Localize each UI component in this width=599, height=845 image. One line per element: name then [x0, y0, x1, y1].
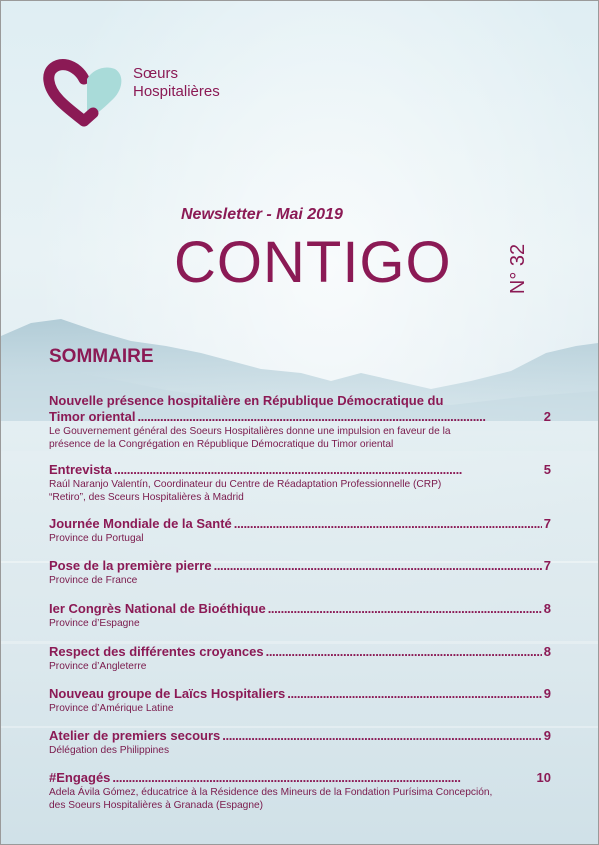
toc-entry-description: “Retiro”, des Sceurs Hospitalières à Madrid [49, 492, 244, 503]
toc-entry[interactable] [49, 393, 551, 451]
toc-dot-leader [214, 558, 542, 574]
toc-entry-title: Respect des différentes croyances [49, 644, 264, 659]
toc-entry[interactable] [49, 728, 551, 757]
toc-entry[interactable] [49, 558, 551, 587]
toc-entry[interactable] [49, 770, 551, 812]
toc-entry-heading [49, 728, 551, 744]
toc-page-number: 8 [543, 601, 551, 616]
heart-hands-logo-icon [41, 59, 127, 127]
issue-number: N° 32 [507, 243, 529, 295]
toc-entry-heading [49, 462, 551, 478]
toc-entry-title: #Engagés [49, 770, 111, 785]
toc-entry-heading [49, 409, 551, 425]
toc-dot-leader [287, 686, 542, 702]
toc-entry-description: Délégation des Philippines [49, 745, 170, 756]
sommaire-heading: SOMMAIRE [49, 346, 154, 367]
toc-entry-title: Timor oriental [49, 409, 136, 424]
toc-entry-title: Atelier de premiers secours [49, 728, 221, 743]
toc-entry-description: Province d’Espagne [49, 618, 140, 629]
toc-entry-heading [49, 644, 551, 660]
toc-entry[interactable] [49, 462, 551, 504]
toc-dot-leader [137, 409, 541, 425]
toc-entry-heading [49, 686, 551, 702]
toc-entry-description: Adela Ávila Gómez, éducatrice à la Résidence des Mineurs de la Fondation Purísima Concepción, [49, 787, 493, 798]
toc-entry-description: Province du Portugal [49, 533, 144, 544]
toc-entry-description: présence de la Congrégation en République Démocratique du Timor oriental [49, 439, 394, 450]
toc-entry-title: Nouveau groupe de Laïcs Hospitaliers [49, 686, 286, 701]
toc-entry-heading [49, 770, 551, 786]
newsletter-date: Newsletter - Mai 2019 [181, 206, 343, 223]
toc-page-number: 2 [543, 409, 551, 424]
toc-entry[interactable] [49, 516, 551, 545]
toc-page-number: 5 [543, 462, 551, 477]
page-title: CONTIGO [174, 230, 452, 295]
toc-entry[interactable] [49, 686, 551, 715]
toc-entry[interactable] [49, 644, 551, 673]
toc-entry-title: Entrevista [49, 462, 112, 477]
toc-dot-leader [234, 516, 542, 532]
toc-dot-leader [222, 728, 542, 744]
toc-dot-leader [112, 770, 534, 786]
toc-dot-leader [268, 601, 542, 617]
toc-entry-title: Ier Congrès National de Bioéthique [49, 601, 266, 616]
logo-wordmark [133, 65, 220, 101]
toc-entry-description: des Soeurs Hospitalières à Granada (Espagne) [49, 800, 264, 811]
toc-entry-description: Province d’Amérique Latine [49, 703, 174, 714]
logo-line-2: Hospitalières [133, 83, 220, 100]
toc-entry[interactable] [49, 601, 551, 630]
toc-dot-leader [266, 644, 542, 660]
toc-entry-title-line: Nouvelle présence hospitalière en République Démocratique du [49, 393, 444, 408]
toc-page-number: 9 [543, 686, 551, 701]
toc-entry-description: Le Gouvernement général des Soeurs Hospitalières donne une impulsion en faveur de la [49, 426, 451, 437]
toc-page-number: 7 [543, 558, 551, 573]
toc-dot-leader [114, 462, 542, 478]
toc-entry-heading [49, 516, 551, 532]
toc-entry-description: Province de France [49, 575, 138, 586]
toc-entry-title: Pose de la première pierre [49, 558, 212, 573]
toc-entry-title: Journée Mondiale de la Santé [49, 516, 232, 531]
toc-page-number: 9 [543, 728, 551, 743]
toc-entry-heading [49, 601, 551, 617]
toc-entry-heading [49, 558, 551, 574]
logo-line-1: Sœurs [133, 65, 178, 82]
toc-page-number: 10 [536, 770, 551, 785]
toc-entry-description: Province d’Angleterre [49, 661, 147, 672]
toc-page-number: 8 [543, 644, 551, 659]
toc-page-number: 7 [543, 516, 551, 531]
toc-entry-description: Raúl Naranjo Valentín, Coordinateur du Centre de Réadaptation Professionnelle (CRP) [49, 479, 442, 490]
